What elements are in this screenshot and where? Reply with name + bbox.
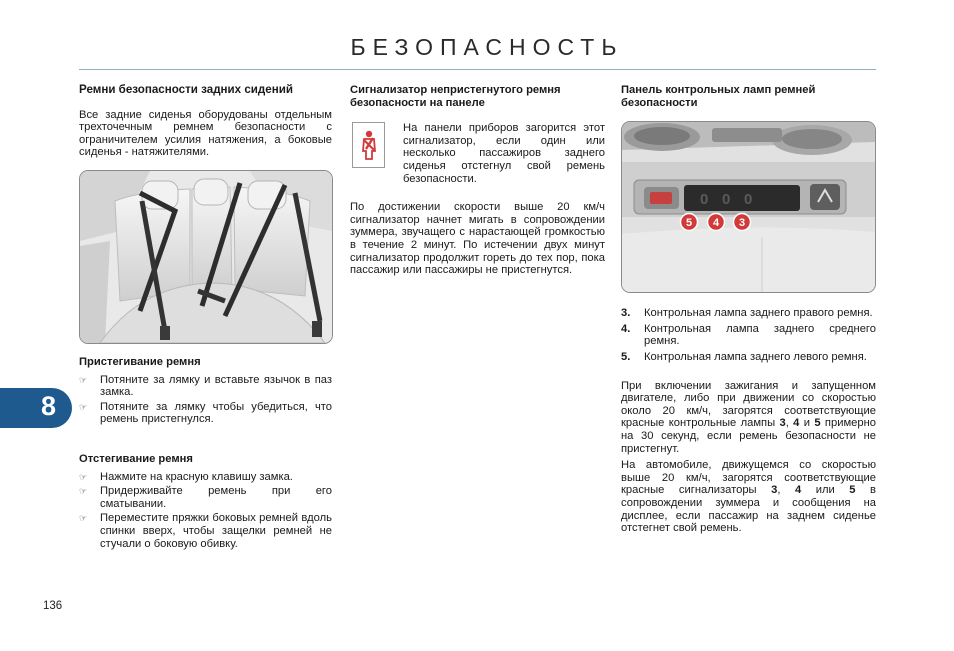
page-title: БЕЗОПАСНОСТЬ bbox=[350, 34, 624, 60]
svg-text:0: 0 bbox=[722, 191, 731, 209]
unfasten-item: ☞ Переместите пряжки боковых ремней вдоль спинки вверх, чтобы защелки ремней не стучали о боковую обивку. bbox=[79, 512, 332, 550]
intro-paragraph: Все задние сиденья оборудованы отдельным трехточечным ремнем безопасности с ограничителем усилия натяжения, а боковые сиденья - натяжителями. bbox=[79, 108, 332, 159]
section-title-panel: Панель контрольных ламп ремней безопасности bbox=[621, 84, 816, 109]
callout-4 bbox=[708, 214, 725, 231]
pointing-hand-icon: ☞ bbox=[79, 486, 88, 497]
driving-paragraph: На автомобиле, движущемся со скоростью выше 20 км/ч, загорятся соответствующие красные сигнализаторы 3, 4 или 5 в сопровождении зуммера и сообщения на дисплее, если пассажир на заднем сиденье отстегнет свой ремень. bbox=[621, 459, 876, 535]
svg-text:5: 5 bbox=[685, 217, 693, 230]
header-divider bbox=[79, 69, 876, 70]
unfasten-title: Отстегивание ремня bbox=[79, 452, 193, 465]
column-rear-belts bbox=[79, 84, 332, 550]
callout-5 bbox=[681, 214, 698, 231]
warning-row bbox=[350, 122, 605, 185]
legend-item: 3. Контрольная лампа заднего правого ремня. bbox=[621, 307, 873, 320]
fasten-item: ☞ Потяните за лямку и вставьте язычок в паз замка. bbox=[79, 373, 332, 399]
column-lamp-panel bbox=[621, 84, 876, 535]
callout-3 bbox=[734, 214, 751, 231]
chapter-tab bbox=[0, 388, 72, 428]
section-title-warning: Сигнализатор непристегнутого ремня безопасности на панеле bbox=[350, 84, 561, 109]
legend-item: 5. Контрольная лампа заднего левого ремня. bbox=[621, 350, 867, 363]
legend-item: 4. Контрольная лампа заднего среднего ремня. bbox=[621, 322, 876, 348]
pointing-hand-icon: ☞ bbox=[79, 513, 88, 524]
fasten-title: Пристегивание ремня bbox=[79, 355, 201, 368]
svg-text:0: 0 bbox=[744, 191, 753, 209]
svg-text:4: 4 bbox=[712, 217, 720, 230]
chapter-number: 8 bbox=[41, 391, 57, 421]
lamp-panel-illustration bbox=[621, 121, 876, 293]
unfasten-item: ☞ Нажмите на красную клавишу замка. bbox=[79, 470, 293, 483]
ignition-paragraph: При включении зажигания и запущенном двигателе, либо при движении со скоростью около 20 км/ч, загорятся соответствующие красные контрольные лампы 3, 4 и 5 примерно на 30 секунд, если ремень безопасности не пристегнут. bbox=[621, 379, 876, 455]
pointing-hand-icon: ☞ bbox=[79, 401, 88, 412]
warning-text: На панели приборов загорится этот сигнализатор, если один или несколько пассажиров заднего сиденья отстегнул свой ремень безопасности. bbox=[403, 122, 605, 185]
rear-seat-belts-illustration bbox=[79, 170, 333, 344]
page-number: 136 bbox=[43, 600, 63, 612]
pointing-hand-icon: ☞ bbox=[79, 374, 88, 385]
pointing-hand-icon: ☞ bbox=[79, 471, 88, 482]
svg-text:0: 0 bbox=[700, 191, 709, 209]
svg-text:3: 3 bbox=[738, 217, 746, 230]
unfasten-item: ☞ Придерживайте ремень при его сматывании. bbox=[79, 485, 332, 510]
seatbelt-warning-icon bbox=[352, 122, 385, 168]
section-title-rear-belts: Ремни безопасности задних сидений bbox=[79, 83, 293, 96]
column-warning-lamp bbox=[350, 84, 605, 277]
fasten-item: ☞ Потяните за лямку чтобы убедиться, что ремень пристегнулся. bbox=[79, 400, 332, 426]
speed-paragraph: По достижении скорости выше 20 км/ч сигнализатор начнет мигать в сопровождении зуммера, звучащего с нарастающей громкостью в течение 2 минут. По истечении двух минут сигнализатор продолжит гореть до тех пор, пока пассажир или пассажиры не пристегнутся. bbox=[350, 201, 605, 277]
